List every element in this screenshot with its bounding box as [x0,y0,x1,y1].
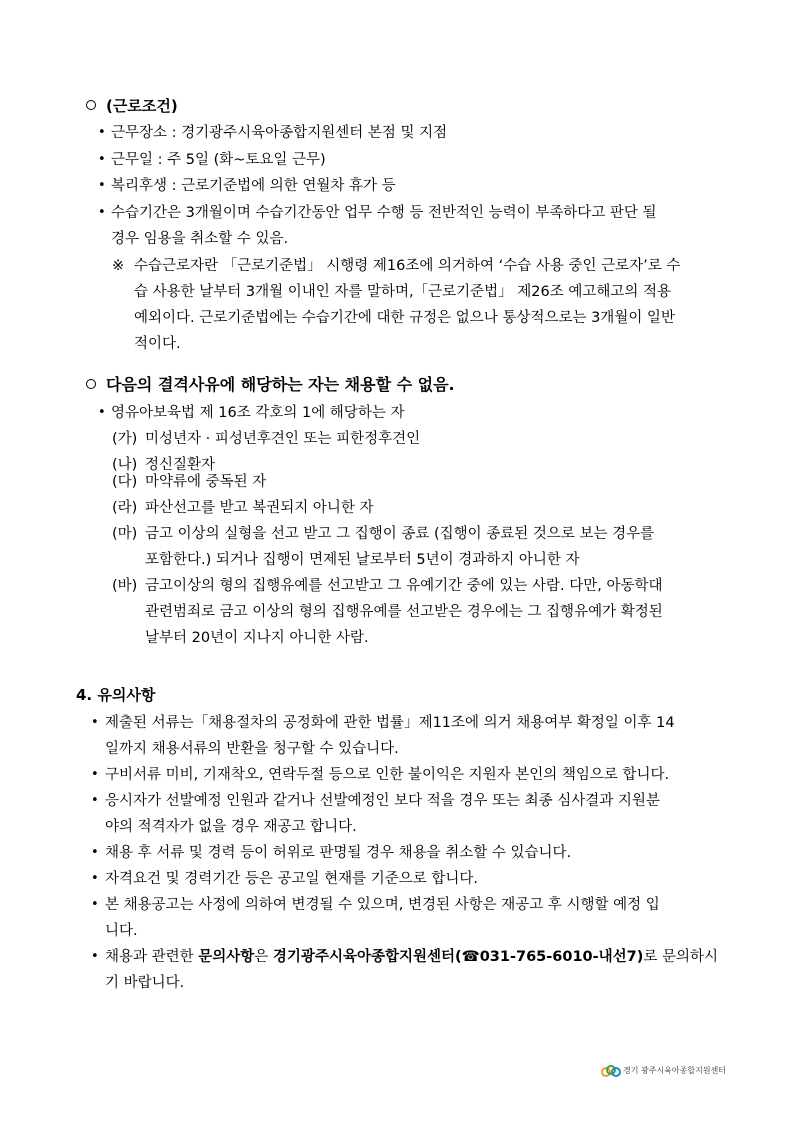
list-item: 자격요건 및 경력기간 등은 공고일 현재를 기준으로 합니다. [105,871,479,887]
bullet-icon: • [98,125,106,140]
bullet-icon: • [91,845,99,860]
circle-bullet-icon [86,379,96,389]
probation-text: 경우 임용을 취소할 수 있음. [111,231,289,247]
list-item: 본 채용공고는 사정에 의하여 변경될 수 있으며, 변경된 사항은 재공고 후 시행할 예정 입 [105,897,660,913]
circle-bullet-icon [86,100,96,110]
list-item: 금고이상의 형의 집행유예를 선고받고 그 유예기간 중에 있는 사람. 다만, 아동학대 [145,578,663,594]
note-text: 습 사용한 날부터 3개월 이내인 자를 말하며,「근로기준법」 제26조 예고해고의 적용 [134,284,671,300]
contact-text: 기 바랍니다. [105,975,185,991]
list-item: 미성년자 · 피성년후견인 또는 피한정후견인 [145,431,421,447]
item-mark: (바) [112,578,138,594]
list-item: 금고 이상의 실형을 선고 받고 그 집행이 종료 (집행이 종료된 것으로 보는 경우를 [145,526,655,542]
bullet-icon: • [91,793,99,808]
bullet-icon: • [91,897,99,912]
section-heading-disqualification: 다음의 결격사유에 해당하는 자는 채용할 수 없음. [86,375,455,395]
bullet-icon: • [91,949,99,964]
probation-text: 수습기간은 3개월이며 수습기간동안 업무 수행 등 전반적인 능력이 부족하다고 판단 될 [111,205,657,221]
note-text: 적이다. [134,336,181,352]
bullet-icon: • [91,715,99,730]
note-text: 예외이다. 근로기준법에는 수습기간에 대한 규정은 없으나 통상적으로는 3개월이 일반 [134,310,675,326]
list-item: 응시자가 선발예정 인원과 같거나 선발예정인 보다 적을 경우 또는 최종 심사결과 지원분 [105,793,660,809]
bullet-icon: • [98,178,106,193]
list-item: 파산선고를 받고 복권되지 아니한 자 [145,500,374,516]
contact-org-phone: 경기광주시육아종합지원센터(☎031-765-6010-내선7) [272,949,644,965]
contact-text: 채용과 관련한 문의사항은 경기광주시육아종합지원센터(☎031-765-6010-내선7)로 문의하시 [105,949,719,965]
item-mark: (라) [112,500,138,516]
item-mark: (가) [112,431,138,447]
list-item: 정신질환자 [145,457,216,473]
logo-ring-icon [607,1066,615,1074]
list-item: 야의 적격자가 없을 경우 재공고 합니다. [105,819,357,835]
list-item: 근무일 : 주 5일 (화~토요일 근무) [111,152,326,168]
list-item: 일까지 채용서류의 반환을 청구할 수 있습니다. [105,741,399,757]
bullet-icon: • [91,871,99,886]
footer-org-name: 경기 광주시육아종합지원센터 [623,1066,727,1075]
list-item: 제출된 서류는「채용절차의 공정화에 관한 법률」제11조에 의거 채용여부 확정일 이후 14 [105,715,675,731]
item-mark: (다) [112,474,138,490]
bullet-icon: • [91,767,99,782]
list-item: 관련범죄로 금고 이상의 형의 집행유예를 선고받은 경우에는 그 집행유예가 확정된 [145,604,663,620]
list-item: 포함한다.) 되거나 집행이 면제된 날로부터 5년이 경과하지 아니한 자 [145,552,580,568]
note-mark: ※ [112,258,125,274]
section-heading-work-conditions: (근로조건) [86,96,178,116]
list-item: 채용 후 서류 및 경력 등이 허위로 판명될 경우 채용을 취소할 수 있습니다. [105,845,572,861]
logo-ring-icon [602,1068,610,1076]
bullet-icon: • [98,152,106,167]
list-item: 영유아보육법 제 16조 각호의 1에 해당하는 자 [111,405,405,421]
section-heading-notes: 4. 유의사항 [76,686,156,704]
list-item: 복리후생 : 근로기준법에 의한 연월차 휴가 등 [111,178,396,194]
list-item: 마약류에 중독된 자 [145,474,267,490]
logo-ring-icon [612,1068,620,1076]
note-text: 수습근로자란 「근로기준법」 시행령 제16조에 의거하여 ‘수습 사용 중인 근로자’로 수 [134,258,681,274]
item-mark: (마) [112,526,138,542]
inquiry-label: 문의사항 [198,949,255,965]
bullet-icon: • [98,405,106,420]
list-item: 날부터 20년이 지나지 아니한 사람. [145,630,369,646]
item-mark: (나) [112,457,138,473]
list-item: 구비서류 미비, 기재착오, 연락두절 등으로 인한 불이익은 지원자 본인의 책임으로 합니다. [105,767,670,783]
bullet-icon: • [98,205,106,220]
list-item: 니다. [105,923,138,939]
list-item: 근무장소 : 경기광주시육아종합지원센터 본점 및 지점 [111,125,448,141]
org-logo-icon [601,1064,621,1078]
